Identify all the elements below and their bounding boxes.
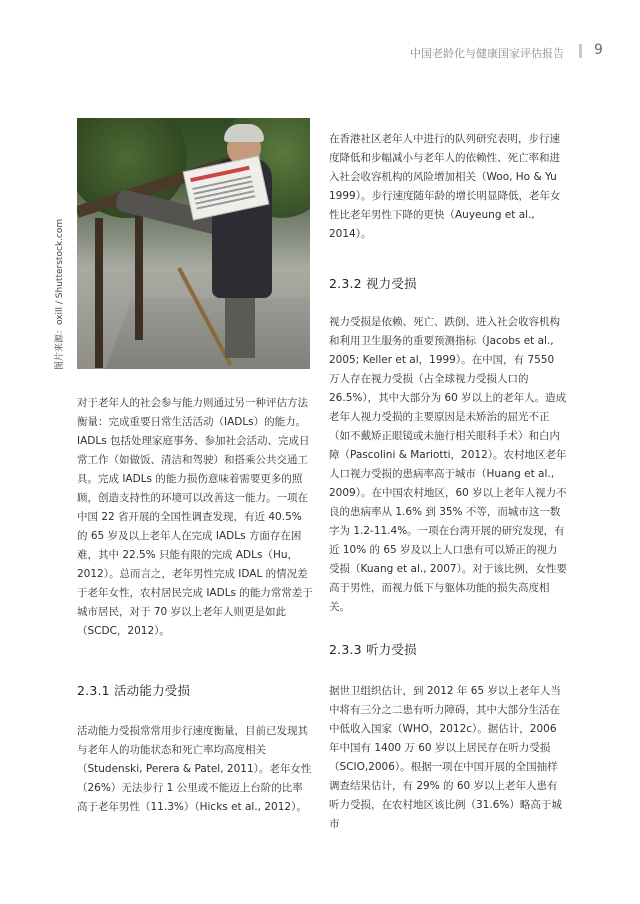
- section-heading-2-3-1: 2.3.1 活动能力受损: [77, 683, 191, 698]
- right-paragraph-hongkong-study: [329, 130, 567, 244]
- right-paragraph-vision: [329, 313, 567, 617]
- photo-credit: 图片来源：oxill / Shutterstock.com: [55, 218, 65, 370]
- page-number: 9: [594, 42, 603, 58]
- right-paragraph-hearing: [329, 682, 567, 834]
- running-header-title: 中国老龄化与健康国家评估报告: [410, 47, 564, 60]
- paragraph-text: 活动能力受损常常用步行速度衡量，目前已发现其与老年人的功能状态和死亡率均高度相关（Studenski, Perera & Patel, 2011）。老年女性（26%）无法步行 1 公里或不能迈上台阶的比率高于老年男性（11.3%）（Hicks et al., 2012）。: [77, 725, 312, 813]
- left-paragraph-mobility: [77, 722, 313, 817]
- photo-walkway: [102, 298, 310, 369]
- paragraph-text: 对于老年人的社会参与能力则通过另一种评估方法衡量：完成重要日常生活活动（IADLs）的能力。IADLs 包括处理家庭事务、参加社会活动、完成日常工作（如做饭、清洁和驾驶）和搭乘公共交通工具。完成 IADLs 的能力损伤意味着需要更多的照顾，创造支持性的环境可以改善这一能力。一项在中国 22 省开展的全国性调查发现，有近 40.5% 的 65 岁及以上老年人在完成 IADLs 方面存在困难，其中 22.5% 只能有限的完成 ADLs（Hu，2012）。总而言之，老年男性完成 IDAL 的情况差于老年女性，农村居民完成 IADLs 的能力常常差于城市居民，对于 70 岁以上老年人则更是如此（SCDC，2012）。: [77, 397, 313, 637]
- left-paragraph-iadls: [77, 394, 313, 641]
- photo-elderly-man-stretching: [77, 118, 310, 369]
- paragraph-text: 视力受损是依赖、死亡、跌倒、进入社会收容机构和利用卫生服务的重要预测指标（Jacobs et al., 2005; Keller et al，1999）。在中国，有 7550 万人存在视力受损（占全球视力受损人口的 26.5%），其中大部分为 60 岁以上的老年人。造成老年人视力受损的主要原因是未矫治的屈光不正（如不戴矫正眼镜或未施行相关眼科手术）和白内障（Pascolini & Mariotti，2012）。农村地区老年人口视力受损的患病率高于城市（Huang et al., 2009）。在中国农村地区，60 岁以上老年人视力不良的患病率从 1.6% 到 35% 不等，而城市这一数字为 1.2-11.4%。一项在台湾开展的研究发现，有近 10% 的 65 岁及以上人口患有可以矫正的视力受损（Kuang et al., 2007）。对于该比例，女性要高于男性，而视力低下与躯体功能的损失高度相关。: [329, 316, 567, 613]
- photo-railing-post: [135, 210, 143, 340]
- photo-cap: [224, 124, 264, 142]
- header-divider: [579, 44, 582, 58]
- section-heading-2-3-3: 2.3.3 听力受损: [329, 642, 417, 657]
- photo-railing-post: [95, 218, 103, 368]
- paragraph-text: 据世卫组织估计，到 2012 年 65 岁以上老年人当中将有三分之二患有听力障碍，其中大部分生活在中低收入国家（WHO，2012c）。据估计，2006 年中国有 1400 万 60 岁以上居民存在听力受损（SCIO,2006）。根据一项在中国开展的全国抽样调查结果估计，有 29% 的 60 岁以上老年人患有听力受损，在农村地区该比例（31.6%）略高于城市: [329, 685, 562, 830]
- paragraph-text: 在香港社区老年人中进行的队列研究表明，步行速度降低和步幅减小与老年人的依赖性、死亡率和进入社会收容机构的风险增加相关（Woo, Ho & Yu 1999）。步行速度随年龄的增长明显降低，老年女性比老年男性下降的更快（Auyeung et al., 2014）。: [329, 133, 561, 240]
- section-heading-2-3-2: 2.3.2 视力受损: [329, 276, 417, 291]
- photo-standing-leg: [225, 288, 255, 358]
